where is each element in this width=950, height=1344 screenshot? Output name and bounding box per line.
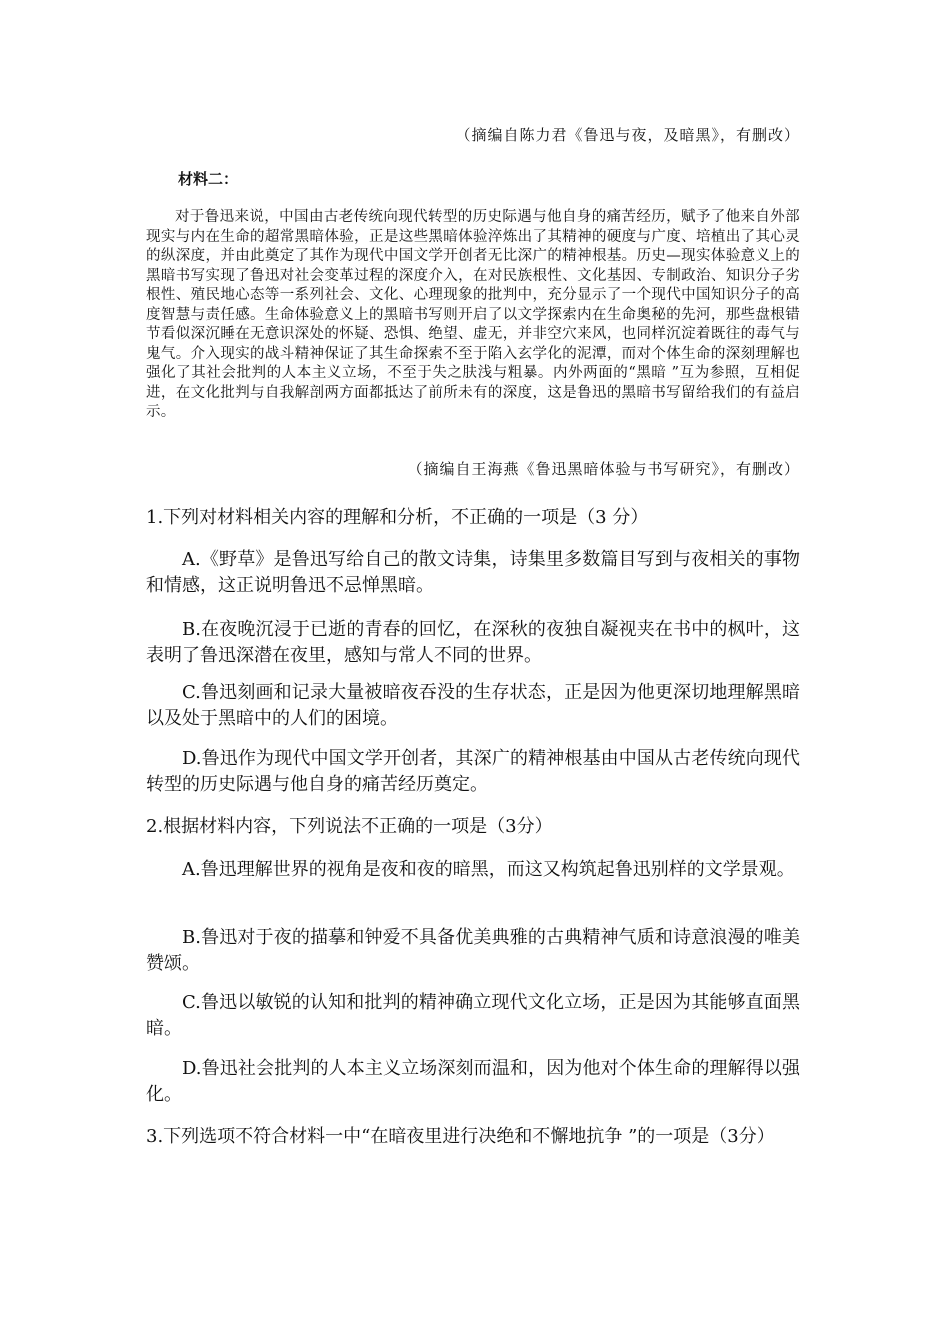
question-2-option-a: A.鲁迅理解世界的视角是夜和夜的暗黑，而这又构筑起鲁迅别样的文学景观。 [182,859,795,880]
question-1-option-a: A.《野草》是鲁迅写给自己的散文诗集，诗集里多数篇目写到与夜相关的事物和情感，这正说明鲁迅不忌惮黑暗。 [146,549,800,596]
source-citation-2: （摘编自王海燕《鲁迅黑暗体验与书写研究》，有删改） [407,460,800,478]
source-citation-1: （摘编自陈力君《鲁迅与夜，及暗黑》，有删改） [455,126,800,144]
question-2-stem: 2.根据材料内容，下列说法不正确的一项是（3分） [146,816,553,837]
question-3-stem: 3.下列选项不符合材料一中“在暗夜里进行决绝和不懈地抗争 ”的一项是（3分） [146,1126,775,1147]
material-2-heading: 材料二： [178,170,239,188]
question-2-option-d: D.鲁迅社会批判的人本主义立场深刻而温和，因为他对个体生命的理解得以强化。 [146,1058,800,1105]
material-2-body: 对于鲁迅来说，中国由古老传统向现代转型的历史际遇与他自身的痛苦经历，赋予了他来自外部现实与内在生命的超常黑暗体验，正是这些黑暗体验淬炼出了其精神的硬度与广度、培植出了其心灵的纵深度，并由此奠定了其作为现代中国文学开创者无比深广的精神根基。历史—现实体验意义上的黑暗书写实现了鲁迅对社会变革过程的深度介入，在对民族根性、文化基因、专制政治、知识分子劣根性、殖民地心态等一系列社会、文化、心理现象的批判中，充分显示了一个现代中国知识分子的高度智慧与责任感。生命体验意义上的黑暗书写则开启了以文学探索内在生命奥秘的先河，那些盘根错节看似深沉睡在无意识深处的怀疑、恐惧、绝望、虚无，并非空穴来风，也同样沉淀着既往的毒气与鬼气。介入现实的战斗精神保证了其生命探索不至于陷入玄学化的泥潭，而对个体生命的深刻理解也强化了其社会批判的人本主义立场，不至于失之肤浅与粗暴。内外两面的“黑暗 ”互为参照，互相促进，在文化批判与自我解剖两方面都抵达了前所未有的深度，这是鲁迅的黑暗书写留给我们的有益启示。 [146,209,800,420]
question-2-option-c: C.鲁迅以敏锐的认知和批判的精神确立现代文化立场，正是因为其能够直面黑暗。 [146,992,800,1039]
question-1-stem: 1.下列对材料相关内容的理解和分析，不正确的一项是（3 分） [146,507,649,528]
question-1-option-b: B.在夜晚沉浸于已逝的青春的回忆，在深秋的夜独自凝视夹在书中的枫叶，这表明了鲁迅深潜在夜里，感知与常人不同的世界。 [146,619,800,666]
question-2-option-b: B.鲁迅对于夜的描摹和钟爱不具备优美典雅的古典精神气质和诗意浪漫的唯美赞颂。 [146,927,800,974]
question-1-option-d: D.鲁迅作为现代中国文学开创者，其深广的精神根基由中国从古老传统向现代转型的历史际遇与他自身的痛苦经历奠定。 [146,748,800,795]
question-1-option-c: C.鲁迅刻画和记录大量被暗夜吞没的生存状态，正是因为他更深切地理解黑暗以及处于黑暗中的人们的困境。 [146,682,800,729]
